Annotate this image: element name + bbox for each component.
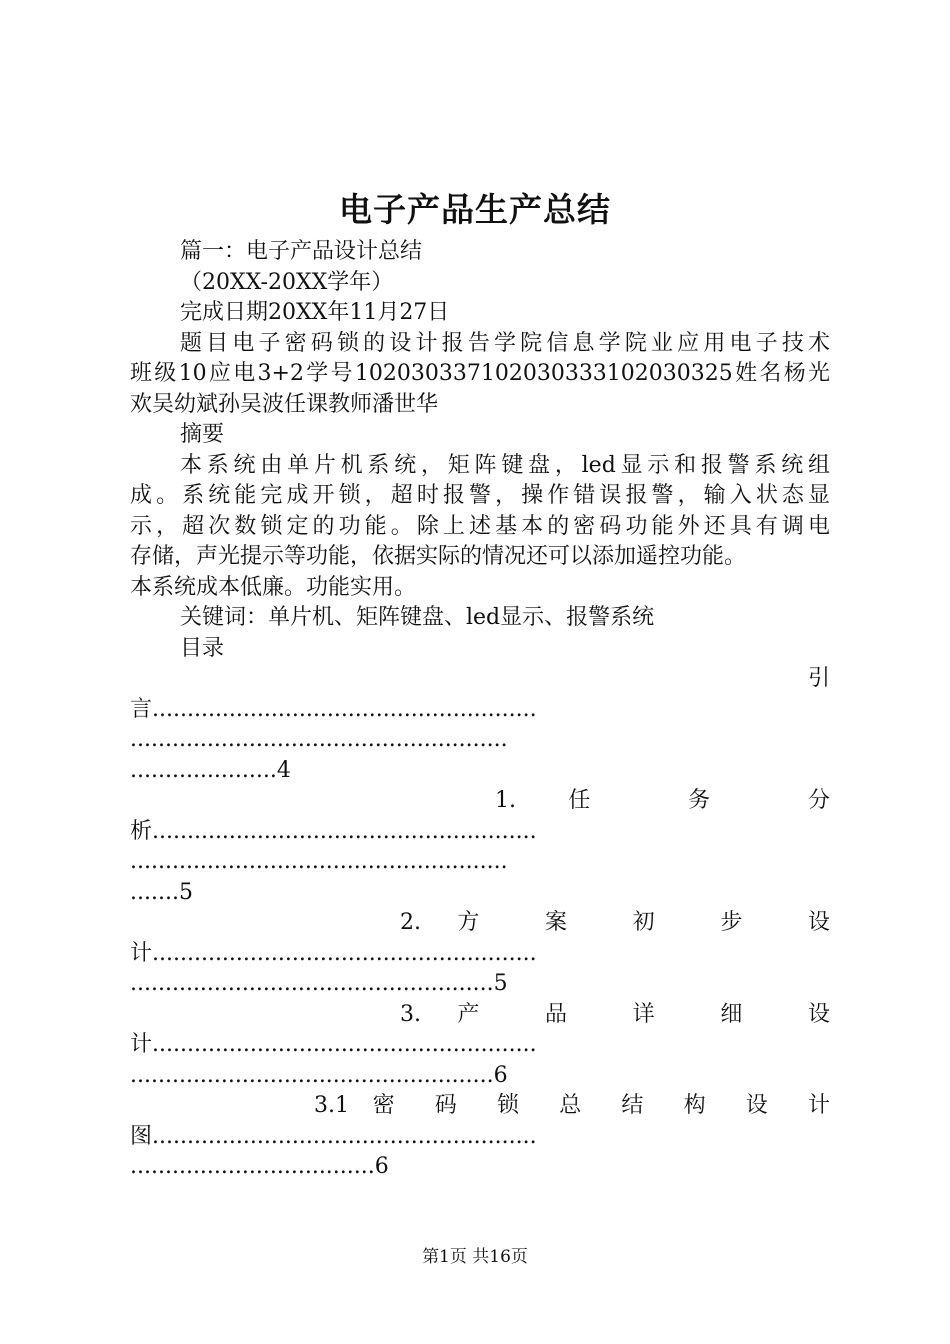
toc-entry-line: ...................................................... bbox=[130, 727, 508, 752]
toc-entry-line: 图....................................................... bbox=[130, 1124, 537, 1149]
toc-entry-line: 计....................................................... bbox=[130, 941, 537, 966]
toc-entry-line: ...................................6 bbox=[130, 1154, 389, 1179]
toc-entry-line: .......5 bbox=[130, 880, 193, 905]
section-heading: 篇一：电子产品设计总结 bbox=[180, 239, 423, 264]
toc-entry-line: 计....................................................... bbox=[130, 1032, 537, 1057]
toc-entry-line: ...................................................... bbox=[130, 849, 508, 874]
abstract-line: 本系统由单片机系统，矩阵键盘，led显示和报警系统组 bbox=[180, 453, 830, 478]
abstract-line: 本系统成本低廉。功能实用。 bbox=[130, 575, 417, 600]
keywords-line: 关键词：单片机、矩阵键盘、led显示、报警系统 bbox=[180, 605, 655, 630]
paragraph-line: 欢吴幼斌孙吴波任课教师潘世华 bbox=[130, 392, 439, 417]
toc-entry-line: 2. 方 案 初 步 设 bbox=[400, 910, 830, 935]
abstract-line: 成。系统能完成开锁，超时报警，操作错误报警，输入状态显 bbox=[130, 483, 830, 508]
abstract-line: 存储，声光提示等功能，依据实际的情况还可以添加遥控功能。 bbox=[130, 544, 747, 569]
completion-date: 完成日期20XX年11月27日 bbox=[180, 300, 450, 325]
school-year: （20XX-20XX学年） bbox=[180, 270, 394, 295]
toc-entry-line: ....................................................5 bbox=[130, 971, 508, 996]
toc-entry-line: .....................4 bbox=[130, 758, 291, 783]
document-title: 电子产品生产总结 bbox=[339, 190, 611, 229]
toc-heading: 目录 bbox=[180, 636, 225, 661]
abstract-heading: 摘要 bbox=[180, 422, 225, 447]
paragraph-line: 班级10应电3+2学号102030337102030333102030325姓名杨光 bbox=[130, 361, 830, 386]
toc-entry-line: 言....................................................... bbox=[130, 697, 537, 722]
paragraph-line: 题目电子密码锁的设计报告学院信息学院业应用电子技术 bbox=[180, 331, 830, 356]
toc-entry-line: 3. 产 品 详 细 设 bbox=[400, 1002, 830, 1027]
abstract-line: 示，超次数锁定的功能。除上述基本的密码功能外还具有调电 bbox=[130, 514, 830, 539]
toc-entry-line: 1. 任 务 分 bbox=[495, 788, 830, 813]
toc-entry-line: 引 bbox=[807, 666, 830, 691]
toc-entry-line: 3.1 密 码 锁 总 结 构 设 计 bbox=[314, 1093, 830, 1118]
toc-entry-line: ....................................................6 bbox=[130, 1063, 508, 1088]
page-footer: 第1页 共16页 bbox=[422, 1247, 528, 1267]
toc-entry-line: 析....................................................... bbox=[130, 819, 537, 844]
